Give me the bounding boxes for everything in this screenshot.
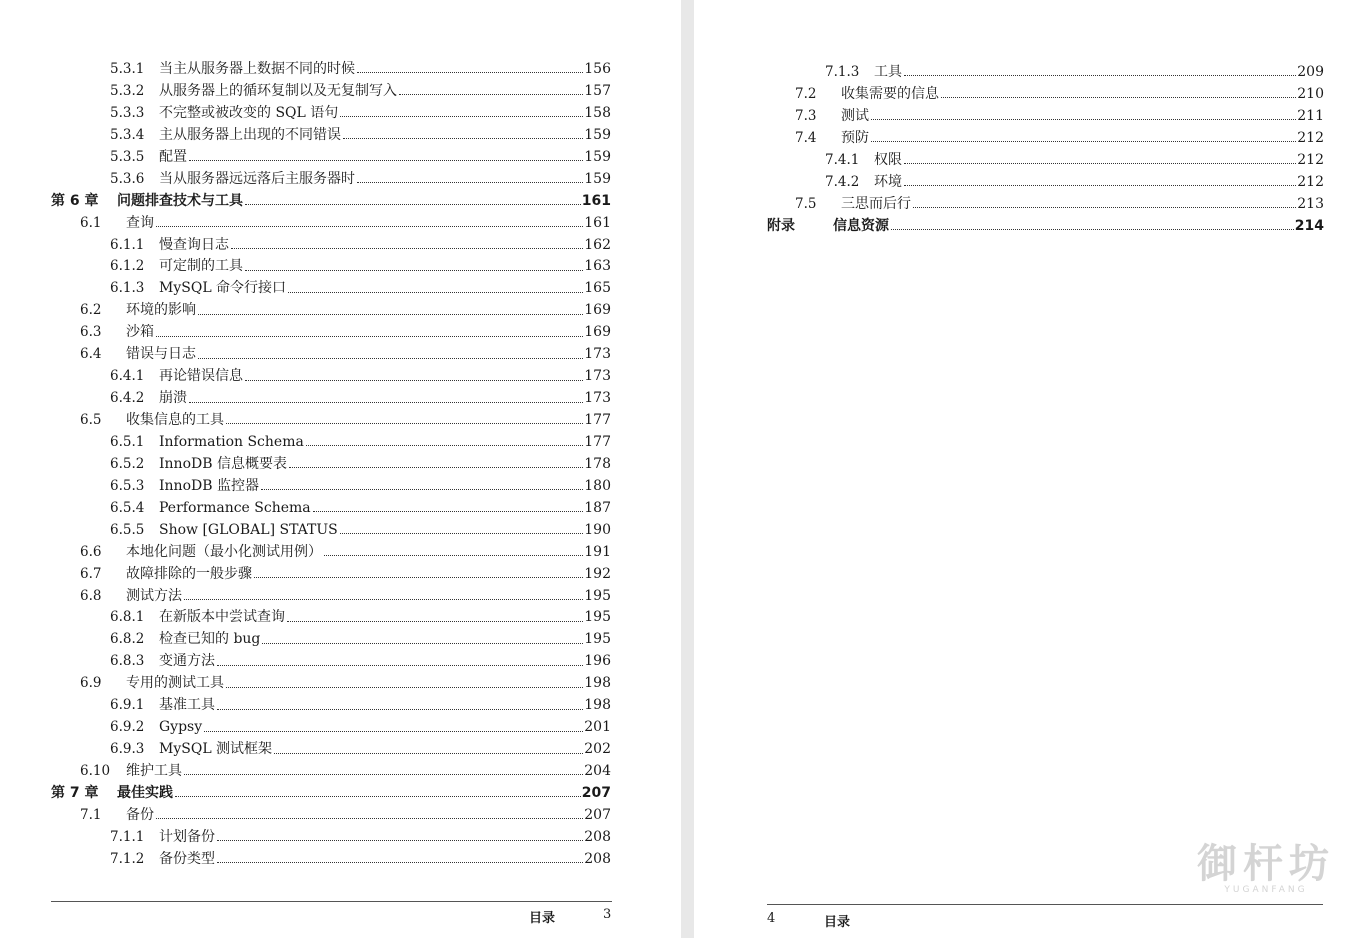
- toc-entry-page: 209: [1297, 64, 1324, 80]
- toc-entry-number: 6.4.1: [110, 368, 145, 385]
- toc-entry-title: 备份: [126, 806, 154, 823]
- toc-entry-number: 6.9.2: [110, 719, 145, 736]
- dot-leader: [261, 489, 583, 490]
- toc-entry-title: 环境的影响: [126, 302, 196, 319]
- toc-entry[interactable]: [694, 84, 1371, 106]
- toc-entry[interactable]: [694, 194, 1371, 216]
- toc-entry-page: 208: [584, 828, 611, 845]
- toc-entry-page: 190: [584, 521, 611, 538]
- toc-entry[interactable]: [0, 739, 681, 761]
- watermark-subtext: YUGANFANG: [1224, 885, 1308, 895]
- toc-entry-title: 收集需要的信息: [841, 85, 939, 102]
- footer-rule: [767, 904, 1323, 905]
- dot-leader: [274, 753, 583, 754]
- toc-entry[interactable]: [0, 827, 681, 849]
- toc-entry-page: 163: [584, 258, 611, 275]
- toc-entry-number: 7.1.1: [110, 828, 145, 845]
- toc-entry-title: 计划备份: [159, 828, 215, 845]
- toc-entry-number: 6.1.3: [110, 280, 145, 297]
- toc-entry-number: 第 6 章: [51, 192, 99, 209]
- toc-entry[interactable]: [0, 388, 681, 410]
- toc-entry-title: 配置: [159, 148, 187, 165]
- toc-entry[interactable]: [0, 366, 681, 388]
- toc-entry-page: 159: [584, 148, 611, 165]
- toc-entry-number: 6.2: [80, 302, 102, 319]
- toc-entry[interactable]: [0, 410, 681, 432]
- toc-entry[interactable]: [0, 542, 681, 564]
- toc-entry-number: 6.6: [80, 543, 102, 560]
- dot-leader: [343, 138, 583, 139]
- footer-label: 目录: [529, 911, 556, 926]
- dot-leader: [217, 709, 583, 710]
- dot-leader: [287, 621, 583, 622]
- toc-entry-title: 测试: [841, 107, 869, 124]
- toc-entry-title: InnoDB 监控器: [159, 477, 259, 494]
- toc-entry-page: 201: [584, 719, 611, 736]
- toc-entry-title: 专用的测试工具: [126, 675, 224, 692]
- toc-entry[interactable]: [0, 300, 681, 322]
- toc-entry-title: 沙箱: [126, 324, 154, 341]
- toc-entry-page: 198: [584, 675, 611, 692]
- toc-entry-title: 慢查询日志: [159, 236, 229, 253]
- toc-entry-number: 5.3.3: [110, 104, 145, 121]
- toc-entry-page: 159: [584, 126, 611, 143]
- dot-leader: [217, 665, 583, 666]
- toc-entry-number: 6.8.1: [110, 609, 145, 626]
- toc-entry[interactable]: [0, 783, 681, 805]
- toc-entry[interactable]: [0, 169, 681, 191]
- toc-entry-title: 在新版本中尝试查询: [159, 609, 285, 626]
- toc-entry-title: 信息资源: [833, 217, 889, 234]
- dot-leader: [175, 796, 581, 797]
- toc-entry-number: 6.4.2: [110, 390, 145, 407]
- dot-leader: [313, 511, 584, 512]
- toc-entry-number: 7.4.1: [825, 151, 860, 168]
- toc-entry-number: 6.5.1: [110, 433, 145, 450]
- toc-entry-page: 212: [1297, 173, 1324, 190]
- toc-entry[interactable]: [0, 103, 681, 125]
- toc-entry[interactable]: [694, 106, 1371, 128]
- toc-entry[interactable]: [0, 191, 681, 213]
- dot-leader: [306, 445, 583, 446]
- toc-entry-number: 7.3: [795, 107, 817, 124]
- toc-entry-number: 5.3.6: [110, 170, 145, 187]
- toc-entry-number: 5.3.1: [110, 61, 145, 77]
- toc-entry[interactable]: [0, 454, 681, 476]
- toc-entry-number: 6.1: [80, 214, 102, 231]
- toc-entry-number: 5.3.5: [110, 148, 145, 165]
- toc-entry-title: 问题排查技术与工具: [117, 192, 243, 209]
- dot-leader: [357, 72, 583, 73]
- toc-entry[interactable]: [0, 564, 681, 586]
- toc-entry-number: 6.8: [80, 587, 102, 604]
- dot-leader: [184, 599, 583, 600]
- toc-entry-number: 6.9: [80, 675, 102, 692]
- watermark-text: 御杆坊: [1197, 840, 1335, 887]
- page-number: 4: [767, 911, 776, 926]
- toc-entry[interactable]: [0, 322, 681, 344]
- toc-entry-title: 主从服务器上出现的不同错误: [159, 126, 341, 143]
- dot-leader: [904, 163, 1296, 164]
- toc-entry-page: 165: [584, 280, 611, 297]
- toc-entry-number: 6.1.1: [110, 236, 145, 253]
- toc-entry[interactable]: [694, 128, 1371, 150]
- toc-entry-page: 173: [584, 390, 611, 407]
- toc-entry-title: Gypsy: [159, 719, 203, 736]
- toc-entry-title: 查询: [126, 214, 154, 231]
- toc-entry-page: 204: [584, 763, 611, 779]
- toc-entry-page: 180: [584, 477, 611, 494]
- footer-label: 目录: [824, 915, 851, 930]
- toc-entry[interactable]: [0, 805, 681, 827]
- dot-leader: [217, 862, 583, 863]
- toc-entry-page: 173: [584, 346, 611, 363]
- toc-entry[interactable]: [0, 256, 681, 278]
- toc-entry-title: 从服务器上的循环复制以及无复制写入: [159, 82, 397, 99]
- toc-entry-number: 7.1: [80, 806, 102, 823]
- toc-entry-page: 211: [1297, 107, 1324, 124]
- toc-entry-page: 196: [584, 653, 611, 670]
- dot-leader: [198, 358, 583, 359]
- dot-leader: [245, 204, 581, 205]
- toc-entry-title: 检查已知的 bug: [159, 631, 261, 648]
- toc-entry-title: 当主从服务器上数据不同的时候: [159, 61, 355, 77]
- toc-entry-title: 本地化问题（最小化测试用例）: [126, 543, 322, 560]
- toc-entry-title: Information Schema: [159, 433, 304, 450]
- dot-leader: [204, 731, 583, 732]
- toc-entry-title: InnoDB 信息概要表: [159, 455, 287, 472]
- toc-entry-number: 6.5.4: [110, 499, 145, 516]
- toc-entry-page: 177: [584, 412, 611, 428]
- toc-entry-page: 208: [584, 850, 611, 867]
- toc-entry[interactable]: [0, 213, 681, 235]
- dot-leader: [226, 423, 583, 424]
- dot-leader: [254, 577, 583, 578]
- toc-entry[interactable]: [0, 586, 681, 608]
- toc-entry-number: 6.5.2: [110, 455, 145, 472]
- toc-entry-title: 预防: [841, 129, 869, 146]
- toc-entry[interactable]: [0, 695, 681, 717]
- toc-entry-number: 6.9.1: [110, 697, 145, 714]
- toc-entry-page: 198: [584, 697, 611, 714]
- toc-entry-number: 6.5.3: [110, 477, 145, 494]
- toc-entry-page: 202: [584, 741, 611, 758]
- toc-entry-number: 6.1.2: [110, 258, 145, 275]
- toc-entry-page: 195: [584, 609, 611, 626]
- toc-entry-title: 不完整或被改变的 SQL 语句: [159, 104, 339, 121]
- toc-entry-page: 162: [584, 236, 611, 253]
- toc-entry-number: 7.4: [795, 129, 817, 146]
- toc-entry[interactable]: [694, 62, 1371, 84]
- toc-entry-page: 156: [584, 61, 611, 77]
- dot-leader: [891, 229, 1294, 230]
- toc-entry-title: MySQL 命令行接口: [159, 280, 287, 297]
- toc-entry-number: 7.5: [795, 195, 817, 212]
- dot-leader: [245, 270, 583, 271]
- toc-entry-title: 最佳实践: [117, 784, 173, 801]
- toc-entry-page: 158: [584, 104, 611, 121]
- toc-entry[interactable]: [0, 278, 681, 300]
- dot-leader: [941, 97, 1296, 98]
- toc-entry-number: 7.1.2: [110, 850, 145, 867]
- toc-entry-number: 6.5.5: [110, 521, 145, 538]
- toc-entry-number: 第 7 章: [51, 784, 99, 801]
- toc-entry-title: 基准工具: [159, 697, 215, 714]
- dot-leader: [245, 380, 583, 381]
- toc-entry-number: 6.4: [80, 346, 102, 363]
- toc-entry-title: 测试方法: [126, 587, 182, 604]
- left-page: [0, 0, 681, 938]
- toc-entry-title: 维护工具: [126, 763, 182, 779]
- dot-leader: [184, 774, 583, 775]
- right-page: [694, 0, 1371, 938]
- toc-entry-page: 178: [584, 455, 611, 472]
- toc-entry-number: 7.2: [795, 85, 817, 102]
- toc-entry-title: 错误与日志: [126, 346, 196, 363]
- toc-entry-title: 三思而后行: [841, 195, 911, 212]
- toc-entry[interactable]: [0, 849, 681, 871]
- toc-entry-title: 变通方法: [159, 653, 215, 670]
- toc-entry-page: 159: [584, 170, 611, 187]
- dot-leader: [399, 94, 583, 95]
- footer-rule: [51, 901, 612, 902]
- dot-leader: [340, 116, 583, 117]
- dot-leader: [156, 226, 583, 227]
- toc-entry[interactable]: [0, 651, 681, 673]
- toc-entry-title: 故障排除的一般步骤: [126, 565, 252, 582]
- toc-entry-page: 169: [584, 302, 611, 319]
- toc-entry[interactable]: [0, 59, 681, 81]
- toc-entry-title: 权限: [874, 151, 902, 168]
- toc-entry-title: 崩溃: [159, 390, 187, 407]
- toc-entry-page: 157: [584, 82, 611, 99]
- dot-leader: [198, 314, 583, 315]
- dot-leader: [156, 336, 583, 337]
- toc-entry-number: 6.5: [80, 412, 102, 428]
- toc-list-right: [694, 62, 1371, 238]
- toc-entry[interactable]: [0, 520, 681, 542]
- toc-entry-page: 173: [584, 368, 611, 385]
- toc-entry-number: 6.10: [80, 763, 111, 779]
- watermark-logo: [1186, 832, 1346, 895]
- toc-entry-page: 212: [1297, 129, 1324, 146]
- toc-entry-page: 161: [584, 214, 611, 231]
- toc-entry-number: 5.3.4: [110, 126, 145, 143]
- toc-entry-number: 6.9.3: [110, 741, 145, 758]
- toc-entry-title: 再论错误信息: [159, 368, 243, 385]
- toc-entry-title: 环境: [874, 173, 902, 190]
- toc-entry-number: 6.8.3: [110, 653, 145, 670]
- toc-entry-number: 附录: [767, 217, 795, 234]
- toc-entry[interactable]: [0, 235, 681, 257]
- toc-entry-title: 可定制的工具: [159, 258, 243, 275]
- toc-entry-number: 7.1.3: [825, 64, 860, 80]
- dot-leader: [913, 207, 1296, 208]
- toc-entry[interactable]: [0, 498, 681, 520]
- toc-entry[interactable]: [0, 761, 681, 783]
- toc-entry[interactable]: [0, 607, 681, 629]
- toc-entry-number: 6.7: [80, 565, 102, 582]
- toc-entry[interactable]: [0, 432, 681, 454]
- dot-leader: [340, 533, 584, 534]
- toc-entry-page: 177: [584, 433, 611, 450]
- dot-leader: [289, 467, 583, 468]
- toc-entry-number: 7.4.2: [825, 173, 860, 190]
- toc-entry[interactable]: [0, 476, 681, 498]
- toc-entry-page: 195: [584, 631, 611, 648]
- toc-entry-page: 210: [1297, 85, 1324, 102]
- toc-entry[interactable]: [0, 344, 681, 366]
- dot-leader: [288, 292, 583, 293]
- toc-entry-title: Performance Schema: [159, 499, 311, 516]
- page-number: 3: [603, 907, 612, 922]
- toc-entry-page: 187: [584, 499, 611, 516]
- dot-leader: [904, 185, 1296, 186]
- toc-entry-page: 213: [1297, 195, 1324, 212]
- toc-entry-page: 207: [584, 806, 611, 823]
- dot-leader: [871, 119, 1296, 120]
- toc-entry[interactable]: [694, 216, 1371, 238]
- toc-entry-page: 169: [584, 324, 611, 341]
- toc-entry[interactable]: [0, 81, 681, 103]
- toc-entry[interactable]: [0, 717, 681, 739]
- toc-entry-title: MySQL 测试框架: [159, 741, 273, 758]
- dot-leader: [226, 687, 583, 688]
- toc-entry[interactable]: [694, 150, 1371, 172]
- dot-leader: [217, 840, 583, 841]
- dot-leader: [871, 141, 1296, 142]
- toc-entry[interactable]: [694, 172, 1371, 194]
- toc-entry-title: 当从服务器远远落后主服务器时: [159, 170, 355, 187]
- toc-entry-page: 191: [584, 543, 611, 560]
- toc-entry-title: 收集信息的工具: [126, 412, 224, 428]
- toc-entry-title: 备份类型: [159, 850, 215, 867]
- dot-leader: [156, 818, 583, 819]
- toc-entry-title: 工具: [874, 64, 902, 80]
- dot-leader: [904, 75, 1296, 76]
- toc-entry-number: 6.3: [80, 324, 102, 341]
- dot-leader: [262, 643, 583, 644]
- dot-leader: [231, 248, 583, 249]
- toc-entry-title: Show [GLOBAL] STATUS: [159, 521, 338, 538]
- dot-leader: [189, 160, 583, 161]
- toc-list-left: [0, 59, 681, 871]
- dot-leader: [189, 402, 583, 403]
- toc-entry-page: 192: [584, 565, 611, 582]
- toc-entry[interactable]: [0, 629, 681, 651]
- toc-entry[interactable]: [0, 125, 681, 147]
- dot-leader: [324, 555, 583, 556]
- toc-entry-page: 212: [1297, 151, 1324, 168]
- toc-entry[interactable]: [0, 673, 681, 695]
- toc-entry-number: 6.8.2: [110, 631, 145, 648]
- toc-entry-page: 195: [584, 587, 611, 604]
- toc-entry-number: 5.3.2: [110, 82, 145, 99]
- toc-entry[interactable]: [0, 147, 681, 169]
- toc-entry-page: 161: [581, 192, 611, 209]
- toc-entry-page: 214: [1294, 217, 1324, 234]
- dot-leader: [357, 182, 583, 183]
- toc-entry-page: 207: [581, 784, 611, 801]
